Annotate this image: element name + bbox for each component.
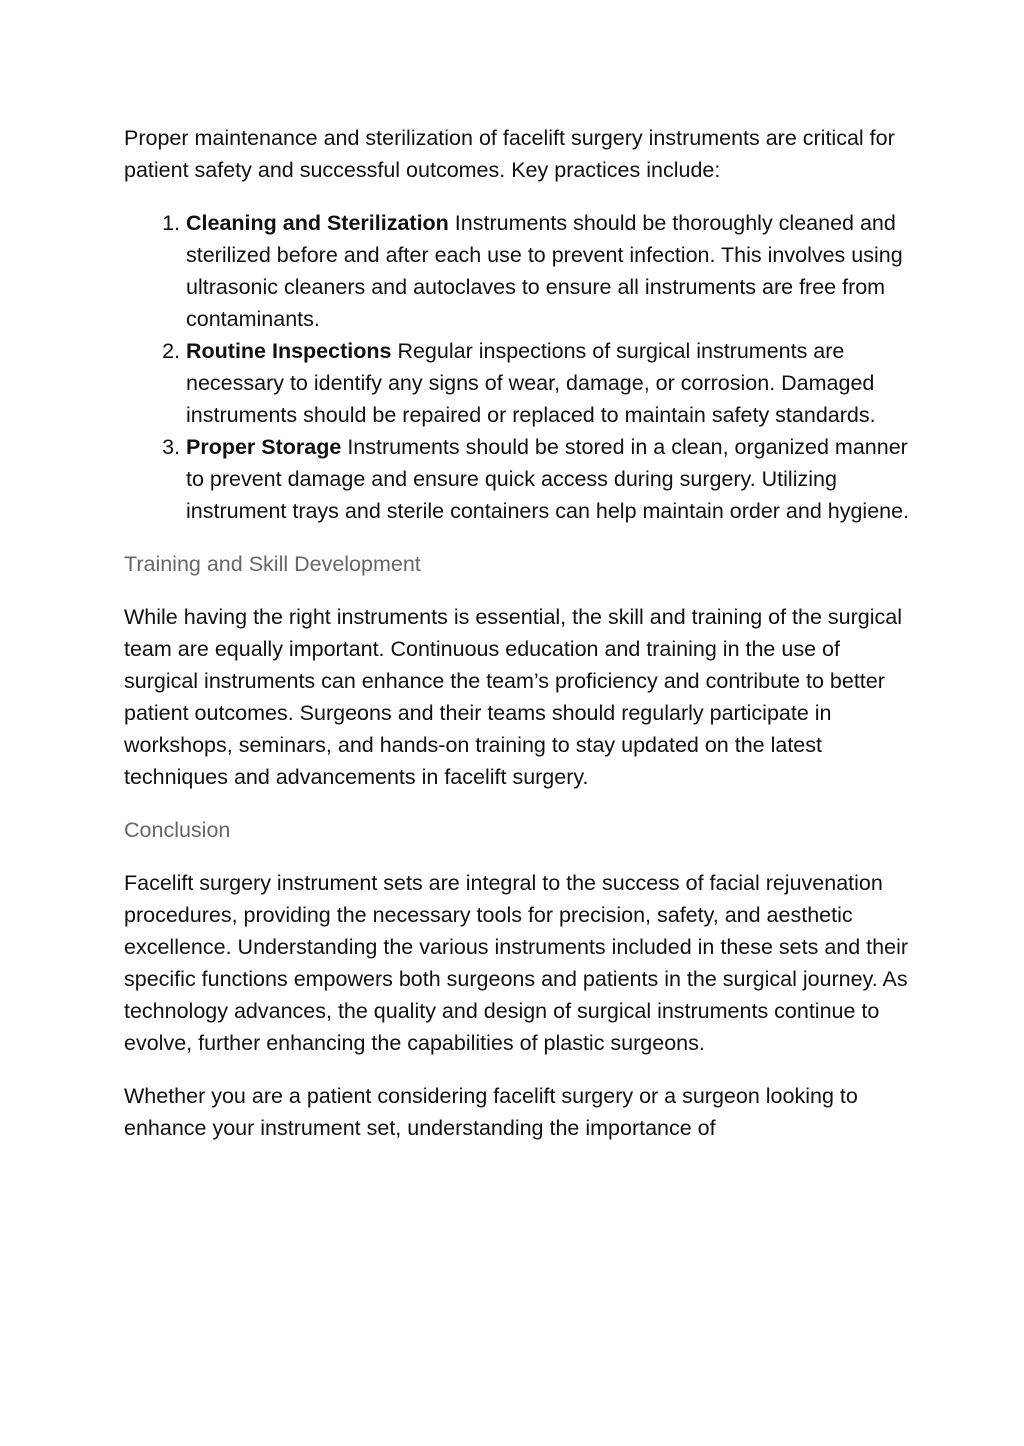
practices-list [124,207,914,527]
conclusion-paragraph: Facelift surgery instrument sets are integral to the success of facial rejuvenation procedures, providing the necessary tools for precision, safety, and aesthetic excellence. Understanding the various instruments included in these sets and their specific functions empowers both surgeons and patients in the surgical journey. As technology advances, the quality and design of surgical instruments continue to evolve, further enhancing the capabilities of plastic surgeons. [124,871,909,1055]
practice-text: Instruments should be stored in a clean, organized manner to prevent damage and ensure quick access during surgery. Utilizing instrument trays and sterile containers can help maintain order and hygiene. [186,435,910,523]
list-item [186,431,914,527]
intro-paragraph: Proper maintenance and sterilization of facelift surgery instruments are critical for patient safety and successful outcomes. Key practices include: [124,126,895,182]
practice-term: Proper Storage [186,435,342,459]
conclusion-heading: Conclusion [124,818,231,842]
list-item [186,335,914,431]
practice-term: Cleaning and Sterilization [186,211,449,235]
practice-term: Routine Inspections [186,339,392,363]
training-paragraph: While having the right instruments is essential, the skill and training of the surgical team are equally important. Continuous education and training in the use of surgical instruments can enhance the team’s proficiency and contribute to better patient outcomes. Surgeons and their teams should regularly participate in workshops, seminars, and hands-on training to stay updated on the latest techniques and advancements in facelift surgery. [124,605,902,789]
document-page [124,122,914,1165]
list-item [186,207,914,335]
practice-text: Instruments should be thoroughly cleaned and sterilized before and after each use to prevent infection. This involves using ultrasonic cleaners and autoclaves to ensure all instruments are free from contaminants. [186,211,903,331]
closing-paragraph: Whether you are a patient considering facelift surgery or a surgeon looking to enhance your instrument set, understanding the importance of [124,1084,858,1140]
training-heading: Training and Skill Development [124,552,421,576]
practice-text: Regular inspections of surgical instruments are necessary to identify any signs of wear, damage, or corrosion. Damaged instruments should be repaired or replaced to maintain safety standards. [186,339,876,427]
